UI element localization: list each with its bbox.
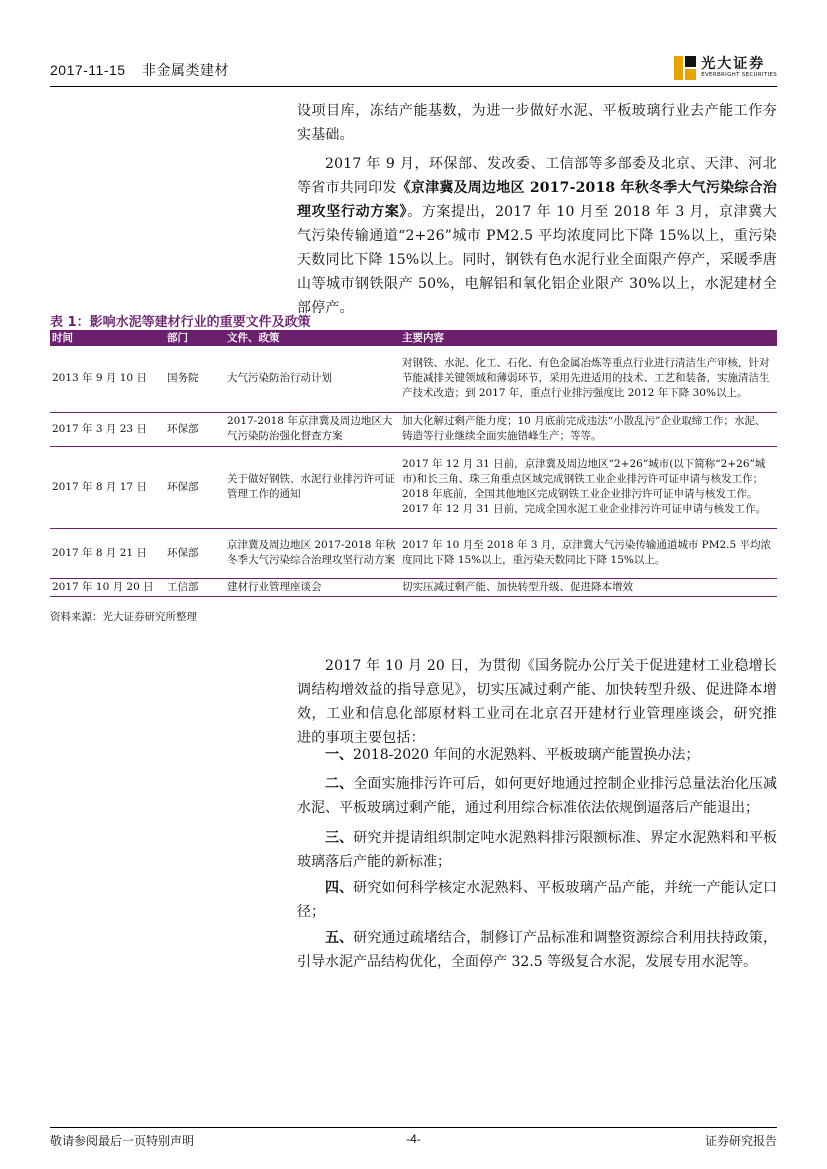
col-header-content: 主要内容 — [400, 330, 777, 346]
table-row — [50, 346, 777, 412]
paragraph-meeting: 2017 年 10 月 20 日，为贯彻《国务院办公厅关于促进建材工业稳增长调结构增效益的指导意见》，切实压减过剩产能、加快转型升级、促进降本增效，工业和信息化部原材料工业司在北京召开建材行业管理座谈会，研究推进的事项主要包括： — [297, 658, 777, 746]
list-item-number: 四、 — [325, 880, 354, 896]
col-header-time: 时间 — [50, 330, 165, 346]
cell-time: 2017 年 3 月 23 日 — [50, 412, 165, 446]
list-item — [297, 826, 777, 874]
list-item — [297, 743, 777, 767]
table-row — [50, 578, 777, 596]
action-plan-title: 《京津冀及周边地区 2017-2018 年秋冬季大气污染综合治理攻坚行动方案》 — [297, 180, 778, 220]
cell-content: 2017 年 12 月 31 日前，京津冀及周边地区“2+26”城市(以下简称“2+26”城市)和长三角、珠三角重点区域完成钢铁工业企业排污许可证申请与核发工作；2018 年底前，全国其他地区完成钢铁工业企业排污许可证申请与核发工作。2017 年 12 月 31 日前，完成全国水泥工业企业排污许可证申请与核发工作。 — [400, 446, 777, 528]
page-number: -4- — [406, 1132, 421, 1146]
cell-dept: 环保部 — [165, 446, 225, 528]
table-row — [50, 446, 777, 528]
list-item — [297, 876, 777, 924]
logo-chinese-name: 光大证券 — [701, 56, 766, 73]
col-header-dept: 部门 — [165, 330, 225, 346]
cell-doc: 建材行业管理座谈会 — [225, 578, 400, 596]
page-header — [50, 56, 777, 87]
cell-dept: 环保部 — [165, 412, 225, 446]
cell-doc: 京津冀及周边地区 2017-2018 年秋冬季大气污染综合治理攻坚行动方案 — [225, 528, 400, 578]
policy-table — [50, 330, 777, 597]
list-item-text: 全面实施排污许可后，如何更好地通过控制企业排污总量法治化压减水泥、平板玻璃过剩产能，通过利用综合标准依法依规倒逼落后产能退出； — [297, 776, 778, 816]
list-item-text: 研究如何科学核定水泥熟料、平板玻璃产品产能，并统一产能认定口径； — [297, 880, 778, 920]
company-logo — [674, 55, 777, 81]
col-header-doc: 文件、政策 — [225, 330, 400, 346]
list-item — [297, 926, 777, 974]
footer-disclaimer: 敬请参阅最后一页特别声明 — [50, 1134, 195, 1148]
cell-dept: 环保部 — [165, 528, 225, 578]
table-source-note: 资料来源：光大证券研究所整理 — [50, 611, 197, 623]
cell-doc: 2017-2018 年京津冀及周边地区大气污染防治强化督查方案 — [225, 412, 400, 446]
logo-english-name: EVERBRIGHT SECURITIES — [701, 72, 777, 79]
cell-time: 2013 年 9 月 10 日 — [50, 346, 165, 412]
paragraph-intro-end: 设项目库，冻结产能基数，为进一步做好水泥、平板玻璃行业去产能工作夯实基础。 — [297, 103, 777, 143]
cell-content: 对钢铁、水泥、化工、石化、有色金属冶炼等重点行业进行清洁生产审核，针对节能减排关键领域和薄弱环节，采用先进适用的技术、工艺和装备，实施清洁生产技术改造；到 2017 年，重点行业排污强度比 2012 年下降 30%以上。 — [400, 346, 777, 412]
cell-time: 2017 年 10 月 20 日 — [50, 578, 165, 596]
list-item-number: 三、 — [325, 830, 354, 846]
list-item — [297, 772, 777, 820]
list-item-text: 研究并提请组织制定吨水泥熟料排污限额标准、界定水泥熟料和平板玻璃落后产能的新标准； — [297, 830, 778, 870]
cell-time: 2017 年 8 月 17 日 — [50, 446, 165, 528]
cell-dept: 工信部 — [165, 578, 225, 596]
header-info — [50, 60, 241, 80]
logo-mark-icon — [674, 56, 696, 80]
table-row — [50, 412, 777, 446]
cell-time: 2017 年 8 月 21 日 — [50, 528, 165, 578]
paragraph-action-plan — [297, 152, 777, 320]
table-header-row — [50, 330, 777, 346]
list-item-number: 一、 — [325, 747, 353, 763]
list-item-text: 2018-2020 年间的水泥熟料、平板玻璃产能置换办法； — [353, 747, 700, 763]
list-item-text: 研究通过疏堵结合，制修订产品标准和调整资源综合利用扶持政策，引导水泥产品结构优化，全面停产 32.5 等级复合水泥，发展专用水泥等。 — [297, 930, 778, 970]
cell-dept: 国务院 — [165, 346, 225, 412]
cell-content: 2017 年 10 月至 2018 年 3 月，京津冀大气污染传输通道城市 PM2.5 平均浓度同比下降 15%以上，重污染天数同比下降 15%以上。 — [400, 528, 777, 578]
paragraph-action-plan-body: 。方案提出，2017 年 10 月至 2018 年 3 月，京津冀大气污染传输通道“2+26”城市 PM2.5 平均浓度同比下降 15%以上，重污染天数同比下降 15%以上。同时，钢铁有色水泥行业全面限产停产，采暖季唐山等城市钢铁限产 50%，电解铝和氧化铝企业限产 30%以上，水泥建材全部停产。 — [297, 204, 777, 316]
cell-content: 加大化解过剩产能力度；10 月底前完成违法“小散乱污”企业取缔工作；水泥、铸造等行业继续全面实施错峰生产；等等。 — [400, 412, 777, 446]
table-title: 表 1：影响水泥等建材行业的重要文件及政策 — [50, 315, 311, 330]
cell-doc: 关于做好钢铁、水泥行业排污许可证管理工作的通知 — [225, 446, 400, 528]
list-item-number: 五、 — [325, 930, 354, 946]
cell-doc: 大气污染防治行动计划 — [225, 346, 400, 412]
report-category: 非金属类建材 — [141, 62, 229, 78]
paragraph-action-plan-lead: 2017 年 9 月，环保部、发改委、工信部等多部委及北京、天津、河北等省市共同印发 — [297, 156, 777, 196]
footer-report-type: 证券研究报告 — [704, 1134, 777, 1148]
report-date: 2017-11-15 — [50, 62, 126, 78]
page-footer — [50, 1127, 777, 1150]
table-row — [50, 528, 777, 578]
list-item-number: 二、 — [325, 776, 354, 792]
cell-content: 切实压减过剩产能、加快转型升级、促进降本增效 — [400, 578, 777, 596]
